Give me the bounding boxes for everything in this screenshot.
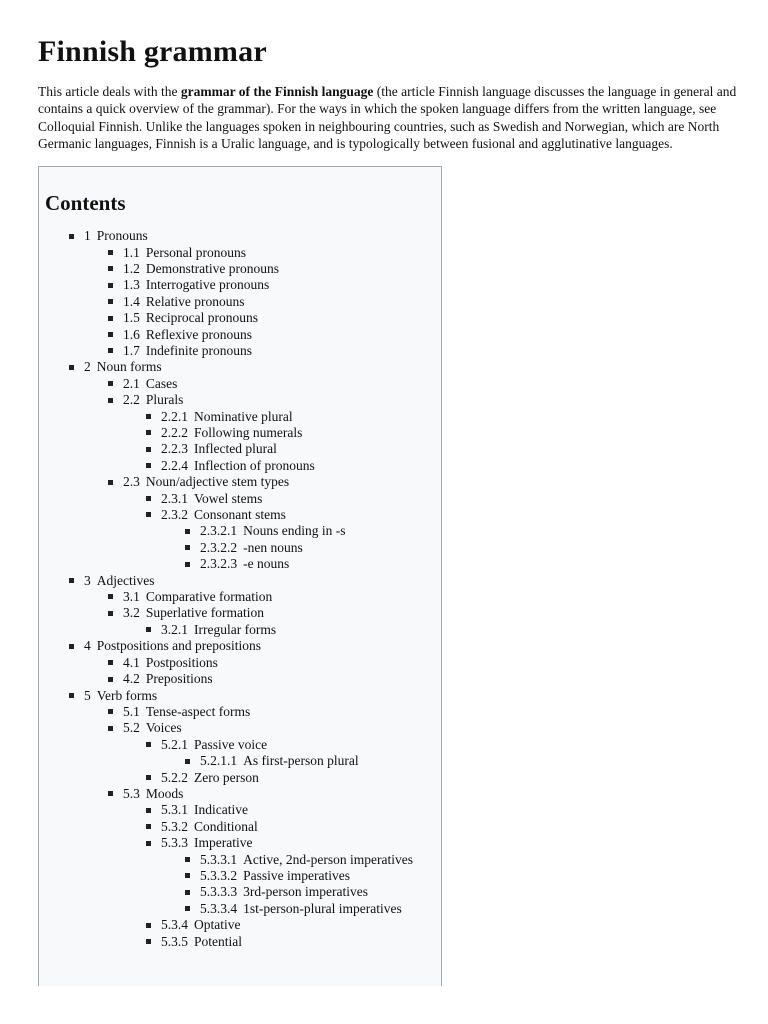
toc-label: Tense-aspect forms [145,703,251,719]
toc-number: 1.2 [123,260,140,276]
toc-item [45,458,441,474]
toc-link[interactable] [161,491,262,506]
toc-label: Indicative [194,802,248,818]
bullet-icon [69,693,74,698]
toc-item [45,819,441,835]
bullet-icon [108,480,113,485]
toc-link[interactable] [123,277,269,292]
toc-number: 3 [84,572,91,588]
toc-label: Pronouns [96,228,148,244]
bullet-icon [146,742,151,747]
toc-number: 2.2.1 [161,408,188,424]
toc-label: Conditional [194,818,258,834]
toc-item [45,671,441,687]
toc-item [45,310,441,326]
toc-item-row [45,638,441,654]
toc-link[interactable] [123,605,264,620]
toc-link[interactable] [123,261,279,276]
toc-number: 2.3 [123,474,140,490]
bullet-icon [108,332,113,337]
toc-number: 5.3.1 [161,802,188,818]
toc-link[interactable] [161,458,315,473]
toc-item-row [45,901,441,917]
toc-item [45,901,441,917]
bullet-icon [146,939,151,944]
toc-label: Vowel stems [194,490,263,506]
toc-link[interactable] [123,376,177,391]
toc-number: 1.4 [123,293,140,309]
toc-item [45,491,441,507]
toc-label: Potential [194,933,242,949]
toc-link[interactable] [123,589,272,604]
toc-number: 5.2.1.1 [200,753,238,769]
toc-label: As first-person plural [243,753,359,769]
toc-label: Noun forms [96,359,162,375]
toc-label: Prepositions [145,671,213,687]
bullet-icon [146,496,151,501]
toc-label: Superlative formation [145,605,264,621]
toc-link[interactable] [84,359,162,374]
bullet-icon [146,463,151,468]
toc-label: Nouns ending in -s [243,523,346,539]
toc-item-row [45,277,441,293]
toc-item-row [45,376,441,392]
toc-item-row [45,605,441,621]
bullet-icon [108,316,113,321]
toc-item [45,392,441,408]
toc-title: Contents [45,191,126,216]
toc-link[interactable] [161,441,277,456]
toc-number: 2.3.2 [161,507,188,523]
toc-item-row [45,228,441,244]
page-title: Finnish grammar [38,35,267,68]
toc-item-row [45,917,441,933]
toc-link[interactable] [84,688,157,703]
toc-item [45,638,441,654]
bullet-icon [185,873,190,878]
toc-number: 4.1 [123,654,140,670]
toc-link[interactable] [123,786,183,801]
toc-number: 4 [84,638,91,654]
toc-item-row [45,261,441,277]
toc-label: Postpositions [145,654,218,670]
toc-number: 2.2.2 [161,425,188,440]
toc-label: -nen nouns [243,539,303,555]
toc-label: Comparative formation [145,589,273,605]
toc-item-row [45,655,441,671]
toc-label: Irregular forms [194,621,277,637]
toc-number: 1.1 [123,244,140,260]
bullet-icon [185,545,190,550]
toc-number: 2.2.4 [161,457,188,473]
toc-item-row [45,852,441,868]
toc-item-row [45,491,441,507]
bullet-icon [108,299,113,304]
toc-number: 5.2.2 [161,769,188,785]
toc-item [45,327,441,343]
toc-item [45,605,441,621]
toc-label: Zero person [194,769,259,785]
bullet-icon [146,627,151,632]
toc-item-row [45,458,441,474]
toc-item [45,884,441,900]
toc-item [45,409,441,425]
toc-number: 3.2.1 [161,621,188,637]
toc-item-row [45,343,441,359]
toc-link[interactable] [123,294,244,309]
toc-label: Relative pronouns [145,293,245,309]
toc-number: 5.3.3.4 [200,900,238,916]
toc-item [45,359,441,375]
toc-label: Moods [145,785,184,801]
toc-link[interactable] [84,573,154,588]
toc-link[interactable] [161,770,259,785]
toc-item [45,556,441,572]
toc-item-row [45,425,441,441]
table-of-contents [38,166,442,986]
toc-number: 5.3.5 [161,933,188,949]
toc-item [45,573,441,589]
intro-paragraph [38,83,738,153]
intro-bold-term: grammar of the Finnish language [180,84,374,99]
article [38,32,738,986]
toc-item [45,934,441,950]
toc-label: Imperative [194,835,253,851]
bullet-icon [185,759,190,764]
bullet-icon [146,841,151,846]
toc-item [45,343,441,359]
toc-link[interactable] [123,671,213,686]
toc-link[interactable] [123,392,183,407]
toc-link[interactable] [123,327,252,342]
toc-label: Noun/adjective stem types [145,474,290,490]
toc-number: 5 [84,687,91,703]
toc-label: Voices [145,720,182,736]
toc-item-row [45,310,441,326]
bullet-icon [146,775,151,780]
toc-link[interactable] [161,819,258,834]
bullet-icon [146,447,151,452]
toc-item-row [45,704,441,720]
bullet-icon [108,660,113,665]
toc-link[interactable] [84,638,261,653]
toc-item [45,655,441,671]
bullet-icon [185,562,190,567]
toc-item-row [45,523,441,539]
toc-item [45,704,441,720]
toc-item [45,245,441,261]
intro-text-rest: (the article Finnish language discusses the language in general and contains a quick overview of the grammar). For the ways in which the spoken language differs from the written language, see Colloquial Finnish. Unlike the languages spoken in neighbouring countries, such as Swedish and Norwegian, which are North Germanic languages, Finnish is a Uralic language, and is typologically between fusional and agglutinative languages. [38,84,737,152]
bullet-icon [146,430,151,435]
toc-item-row [45,245,441,261]
toc-item-row [45,819,441,835]
toc-item [45,376,441,392]
toc-item [45,523,441,539]
toc-number: 5.2 [123,720,140,736]
toc-number: 5.1 [123,703,140,719]
toc-link[interactable] [123,245,246,260]
toc-item [45,917,441,933]
bullet-icon [108,381,113,386]
toc-label: Indefinite pronouns [145,342,252,358]
toc-item [45,277,441,293]
toc-item [45,228,441,244]
toc-label: Demonstrative pronouns [145,260,279,276]
toc-item [45,507,441,523]
toc-link[interactable] [161,835,252,850]
toc-link[interactable] [123,474,289,489]
toc-item [45,540,441,556]
toc-number: 2.2.3 [161,441,188,457]
bullet-icon [146,808,151,813]
toc-item [45,737,441,753]
toc-item-row [45,688,441,704]
toc-link[interactable] [161,917,241,932]
bullet-icon [108,250,113,255]
toc-label: Reflexive pronouns [145,326,252,342]
toc-number: 2 [84,359,91,375]
toc-item [45,688,441,704]
bullet-icon [185,890,190,895]
toc-item-row [45,786,441,802]
toc-item [45,852,441,868]
toc-item [45,474,441,490]
toc-label: Adjectives [96,572,155,588]
toc-label: Interrogative pronouns [145,277,270,293]
bullet-icon [185,857,190,862]
toc-label: Nominative plural [194,408,293,424]
bullet-icon [146,824,151,829]
toc-label: 1st-person-plural imperatives [243,900,402,916]
toc-link[interactable] [161,507,286,522]
toc-link[interactable] [123,704,250,719]
toc-number: 1.6 [123,326,140,342]
toc-item-row [45,835,441,851]
toc-link[interactable] [200,901,402,916]
toc-label: Verb forms [96,687,158,703]
toc-number: 5.3.3.1 [200,851,238,867]
toc-number: 1.7 [123,342,140,358]
toc-number: 2.3.2.2 [200,539,238,555]
toc-number: 5.3.3.3 [200,884,238,900]
toc-link[interactable] [123,720,182,735]
toc-label: Reciprocal pronouns [145,310,258,326]
toc-item [45,868,441,884]
toc-label: -e nouns [243,556,290,572]
bullet-icon [108,283,113,288]
toc-item-row [45,589,441,605]
toc-item-row [45,441,441,457]
toc-number: 2.3.1 [161,490,188,506]
bullet-icon [69,234,74,239]
toc-number: 5.2.1 [161,736,188,752]
toc-item [45,261,441,277]
toc-label: 3rd-person imperatives [243,884,368,900]
toc-link[interactable] [200,753,359,768]
toc-label: Following numerals [194,425,303,440]
toc-label: Optative [194,917,241,933]
toc-label: Cases [145,375,178,391]
toc-number: 1 [84,228,91,244]
toc-link[interactable] [200,884,368,899]
toc-number: 5.3.4 [161,917,188,933]
bullet-icon [108,726,113,731]
bullet-icon [108,348,113,353]
toc-number: 2.3.2.1 [200,523,238,539]
bullet-icon [108,398,113,403]
toc-item-row [45,720,441,736]
bullet-icon [108,611,113,616]
toc-link[interactable] [200,540,303,555]
toc-number: 3.1 [123,589,140,605]
toc-item-row [45,392,441,408]
toc-item-row [45,770,441,786]
bullet-icon [108,594,113,599]
toc-item-row [45,622,441,638]
toc-link[interactable] [161,802,248,817]
toc-link[interactable] [200,523,346,538]
toc-number: 4.2 [123,671,140,687]
toc-item-row [45,671,441,687]
toc-item [45,835,441,851]
toc-item-row [45,868,441,884]
toc-link[interactable] [161,737,267,752]
toc-link[interactable] [84,228,148,243]
toc-link[interactable] [200,868,350,883]
toc-label: Inflected plural [194,441,277,457]
toc-item-row [45,409,441,425]
toc-item-row [45,327,441,343]
toc-item-row [45,573,441,589]
bullet-icon [108,709,113,714]
toc-item-row [45,802,441,818]
toc-label: Plurals [145,392,184,408]
toc-list [45,228,441,950]
toc-link[interactable] [161,425,302,440]
toc-item-row [45,474,441,490]
toc-item-row [45,737,441,753]
toc-item-row [45,753,441,769]
toc-link[interactable] [123,310,258,325]
toc-item-row [45,507,441,523]
toc-item [45,802,441,818]
toc-item [45,425,441,441]
toc-number: 5.3 [123,785,140,801]
bullet-icon [108,791,113,796]
bullet-icon [146,414,151,419]
toc-item [45,622,441,638]
toc-number: 2.2 [123,392,140,408]
intro-text-start: This article deals with the [38,84,181,99]
toc-label: Inflection of pronouns [194,457,315,473]
toc-item [45,770,441,786]
toc-number: 3.2 [123,605,140,621]
toc-label: Personal pronouns [145,244,246,260]
toc-link[interactable] [161,622,276,637]
bullet-icon [185,906,190,911]
bullet-icon [146,512,151,517]
toc-item [45,589,441,605]
toc-link[interactable] [161,934,242,949]
toc-label: Passive imperatives [243,867,350,883]
bullet-icon [69,578,74,583]
toc-item [45,294,441,310]
toc-link[interactable] [200,852,413,867]
toc-number: 2.3.2.3 [200,556,238,572]
toc-number: 1.3 [123,277,140,293]
toc-item-row [45,359,441,375]
toc-item-row [45,556,441,572]
toc-item [45,720,441,736]
toc-item-row [45,934,441,950]
toc-item [45,753,441,769]
bullet-icon [185,529,190,534]
toc-link[interactable] [123,343,252,358]
bullet-icon [108,266,113,271]
toc-label: Passive voice [194,736,268,752]
toc-item-row [45,884,441,900]
toc-number: 5.3.2 [161,818,188,834]
toc-item-row [45,540,441,556]
toc-number: 5.3.3 [161,835,188,851]
toc-link[interactable] [123,655,218,670]
toc-item [45,786,441,802]
toc-item-row [45,294,441,310]
toc-label: Active, 2nd-person imperatives [243,851,413,867]
toc-label: Consonant stems [194,507,286,523]
bullet-icon [108,677,113,682]
toc-link[interactable] [200,556,289,571]
toc-label: Postpositions and prepositions [96,638,262,654]
bullet-icon [69,365,74,370]
toc-item [45,441,441,457]
toc-number: 1.5 [123,310,140,326]
bullet-icon [146,923,151,928]
toc-number: 2.1 [123,375,140,391]
toc-link[interactable] [161,409,293,424]
bullet-icon [69,644,74,649]
toc-number: 5.3.3.2 [200,867,238,883]
